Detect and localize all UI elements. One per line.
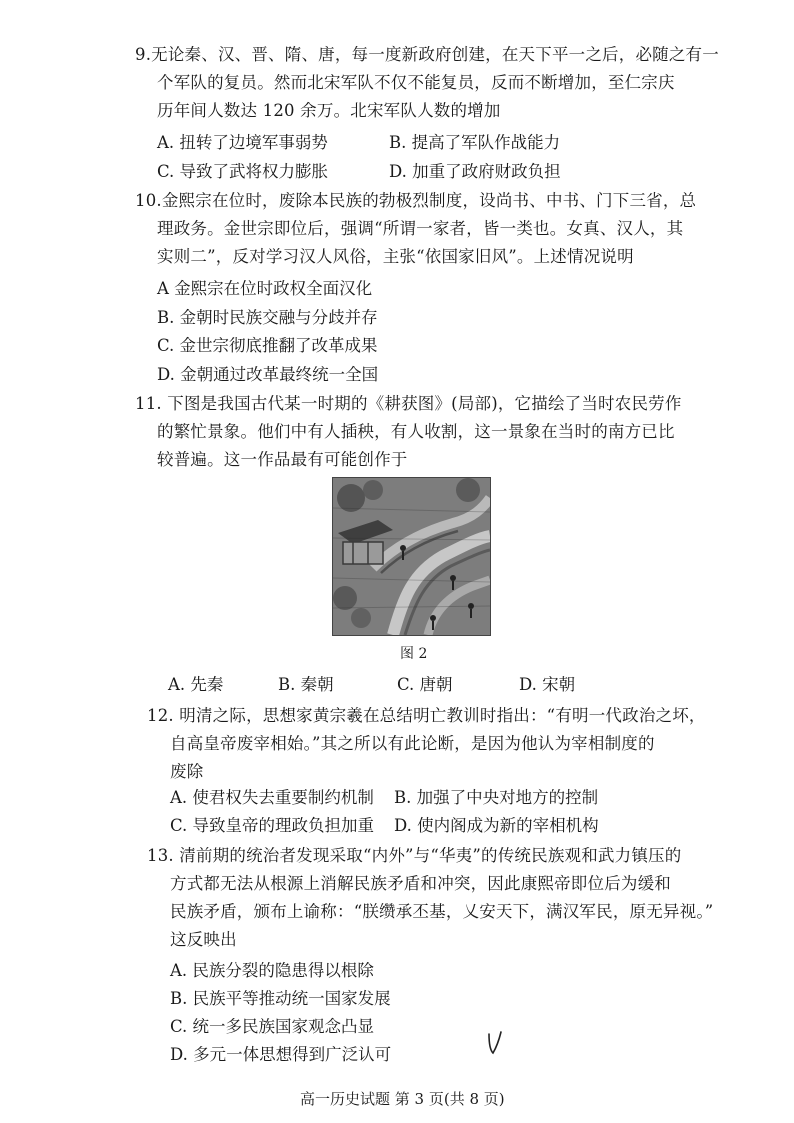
- question-10-option-a[interactable]: A 金熙宗在位时政权全面汉化: [157, 279, 373, 298]
- question-10-line-2: 理政务。金世宗即位后，强调“所谓一家者，皆一类也。女真、汉人，其: [157, 219, 684, 238]
- question-11-option-a[interactable]: A. 先秦: [168, 675, 224, 694]
- question-12-option-c[interactable]: C. 导致皇帝的理政负担加重: [170, 816, 375, 835]
- figure-caption: 图 2: [400, 646, 428, 662]
- question-10-option-b[interactable]: B. 金朝时民族交融与分歧并存: [157, 308, 378, 327]
- question-9-line-1: 9.无论秦、汉、晋、隋、唐，每一度新政府创建，在天下平一之后，必随之有一: [135, 45, 719, 64]
- question-13-option-a[interactable]: A. 民族分裂的隐患得以根除: [170, 961, 374, 980]
- question-11-line-1: 11. 下图是我国古代某一时期的《耕获图》(局部)，它描绘了当时农民劳作: [135, 394, 682, 413]
- question-13-line-4: 这反映出: [170, 930, 237, 949]
- question-12-line-2: 自高皇帝废宰相始。”其之所以有此论断，是因为他认为宰相制度的: [170, 734, 655, 753]
- question-9-line-2: 个军队的复员。然而北宋军队不仅不能复员，反而不断增加，至仁宗庆: [157, 73, 675, 92]
- painting-image: [333, 478, 490, 635]
- question-9-option-a[interactable]: A. 扭转了边境军事弱势: [157, 133, 328, 152]
- question-11-option-d[interactable]: D. 宋朝: [519, 675, 576, 694]
- question-11-option-c[interactable]: C. 唐朝: [397, 675, 453, 694]
- question-12-line-1: 12. 明清之际，思想家黄宗羲在总结明亡教训时指出：“有明一代政治之坏，: [147, 706, 706, 725]
- question-13-line-2: 方式都无法从根源上消解民族矛盾和冲突，因此康熙帝即位后为缓和: [170, 874, 671, 893]
- question-10-option-c[interactable]: C. 金世宗彻底推翻了改革成果: [157, 336, 378, 355]
- question-12-option-a[interactable]: A. 使君权失去重要制约机制: [170, 788, 374, 807]
- question-9-option-c[interactable]: C. 导致了武将权力膨胀: [157, 162, 329, 181]
- question-9-line-3: 历年间人数达 120 余万。北宋军队人数的增加: [157, 101, 501, 120]
- question-10-line-3: 实则二”，反对学习汉人风俗，主张“依国家旧风”。上述情况说明: [157, 247, 634, 266]
- question-10-line-1: 10.金熙宗在位时，废除本民族的勃极烈制度，设尚书、中书、门下三省，总: [135, 191, 697, 210]
- question-13-option-c[interactable]: C. 统一多民族国家观念凸显: [170, 1017, 375, 1036]
- question-10-option-d[interactable]: D. 金朝通过改革最终统一全国: [157, 365, 379, 384]
- question-13-line-1: 13. 清前期的统治者发现采取“内外”与“华夷”的传统民族观和武力镇压的: [147, 846, 682, 865]
- question-9-option-b[interactable]: B. 提高了军队作战能力: [389, 133, 561, 152]
- question-13-line-3: 民族矛盾，颁布上谕称：“朕缵承丕基，乂安天下，满汉军民，原无异视。”: [170, 902, 714, 921]
- question-9-option-d[interactable]: D. 加重了政府财政负担: [389, 162, 561, 181]
- gengHuo-painting-figure: [332, 477, 491, 636]
- handwritten-check-mark: [484, 1030, 506, 1056]
- question-11-option-b[interactable]: B. 秦朝: [278, 675, 334, 694]
- question-12-option-d[interactable]: D. 使内阁成为新的宰相机构: [394, 816, 599, 835]
- question-12-option-b[interactable]: B. 加强了中央对地方的控制: [394, 788, 599, 807]
- question-13-option-b[interactable]: B. 民族平等推动统一国家发展: [170, 989, 391, 1008]
- question-12-line-3: 废除: [170, 762, 204, 781]
- question-13-option-d[interactable]: D. 多元一体思想得到广泛认可: [170, 1045, 392, 1064]
- question-11-line-2: 的繁忙景象。他们中有人插秧，有人收割，这一景象在当时的南方已比: [157, 422, 675, 441]
- question-11-line-3: 较普遍。这一作品最有可能创作于: [157, 450, 408, 469]
- page-footer: 高一历史试题 第 3 页(共 8 页): [300, 1090, 505, 1108]
